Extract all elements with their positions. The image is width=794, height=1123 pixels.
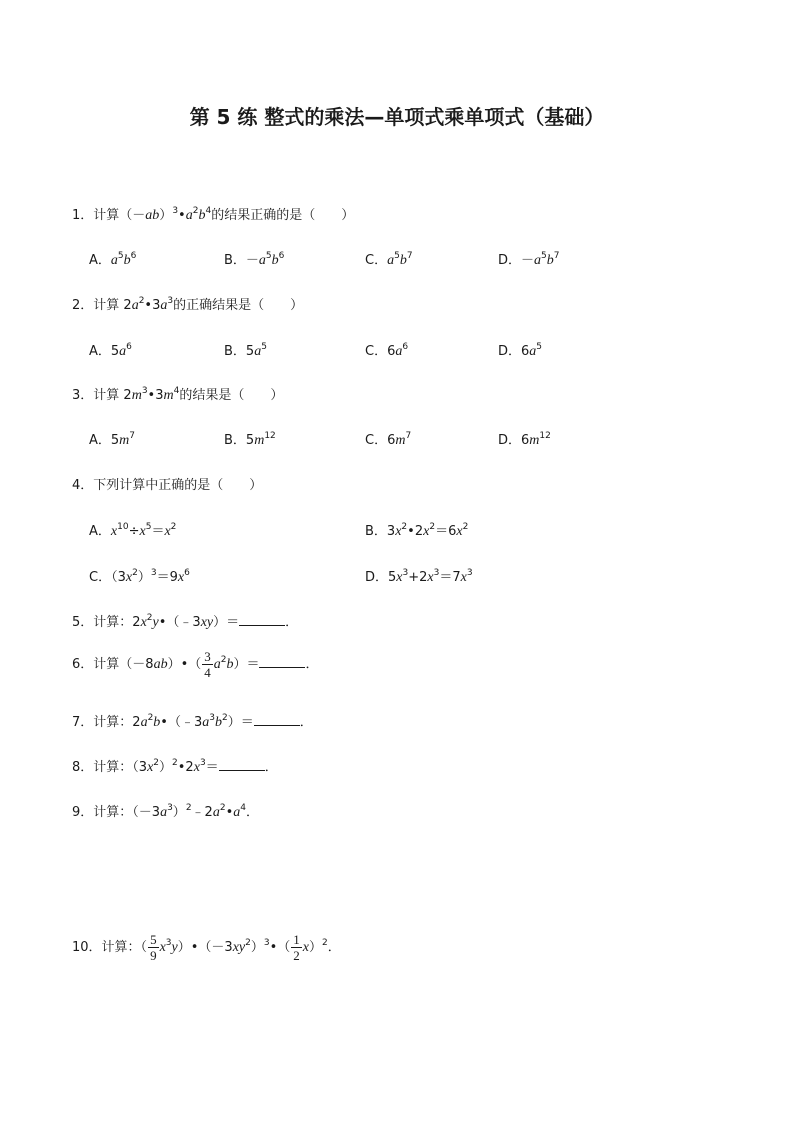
answer-blank[interactable]: [219, 758, 265, 771]
q4-option-c[interactable]: C．$(3x^2)^3=9x^6$: [89, 568, 190, 585]
q2-option-a[interactable]: A．$5a^6$: [89, 342, 132, 359]
question-3: 3．计算 $2m^3•3m^4$的结果是（ ）: [72, 386, 284, 403]
fraction: $\frac{1}{2}$: [293, 932, 300, 963]
fraction: $\frac{5}{9}$: [150, 932, 157, 963]
question-6: 6．计算（－8ab）•（ $\frac{3}{4}$ $a^2b)=$ ．: [72, 649, 319, 680]
q3-option-c[interactable]: C．$6m^7$: [365, 431, 412, 448]
q1-option-d[interactable]: D．$-a^5b^7$: [498, 251, 560, 268]
q4-option-b[interactable]: B．$3x^2•2x^2=6x^2$: [365, 522, 469, 539]
question-number: 1．: [72, 208, 94, 223]
q2-option-b[interactable]: B．$5a^5$: [224, 342, 267, 359]
q3-option-b[interactable]: B．$5m^{12}$: [224, 431, 276, 448]
question-10: 10．计算：（ $\frac{5}{9}$ $x^3y)•(-3xy^2)^3•$（ $\frac{1}{2}$ x）$^2$．: [72, 932, 341, 963]
q1-option-b[interactable]: B．$-a^5b^6$: [224, 251, 285, 268]
q3-option-a[interactable]: A．$5m^7$: [89, 431, 136, 448]
question-5: 5．计算：$2x^2y•(﹣3xy)=$ ．: [72, 613, 299, 630]
answer-blank[interactable]: [259, 655, 305, 668]
q4-option-a[interactable]: A．$x^{10}\div x^5=x^2$: [89, 522, 177, 539]
q3-option-d[interactable]: D．$6m^{12}$: [498, 431, 551, 448]
q2-option-c[interactable]: C．$6a^6$: [365, 342, 409, 359]
q4-option-d[interactable]: D．$5x^3+2x^3=7x^3$: [365, 568, 473, 585]
fraction: $\frac{3}{4}$: [204, 649, 211, 680]
answer-blank[interactable]: [254, 713, 300, 726]
question-8: 8．计算：$(3x^2)^2•2x^3=$ ．: [72, 758, 278, 775]
answer-blank[interactable]: [239, 613, 285, 626]
q1-option-c[interactable]: C．$a^5b^7$: [365, 251, 413, 268]
question-9: 9．计算：$(-3a^3)^2﹣2a^2•a^4$．: [72, 803, 259, 820]
question-7: 7．计算：$2a^2b•(﹣3a^3b^2)=$ ．: [72, 713, 313, 730]
question-1: 1．计算$(-ab)^3•a^2b^4$的结果正确的是（ ）: [72, 206, 355, 223]
question-2: 2．计算 $2a^2•3a^3$的正确结果是（ ）: [72, 296, 304, 313]
q1-option-a[interactable]: A．$a^5b^6$: [89, 251, 137, 268]
question-4: 4．下列计算中正确的是（ ）: [72, 478, 263, 493]
q2-option-d[interactable]: D．$6a^5$: [498, 342, 543, 359]
page-title: 第 5 练 整式的乘法—单项式乘单项式（基础）: [189, 105, 605, 129]
